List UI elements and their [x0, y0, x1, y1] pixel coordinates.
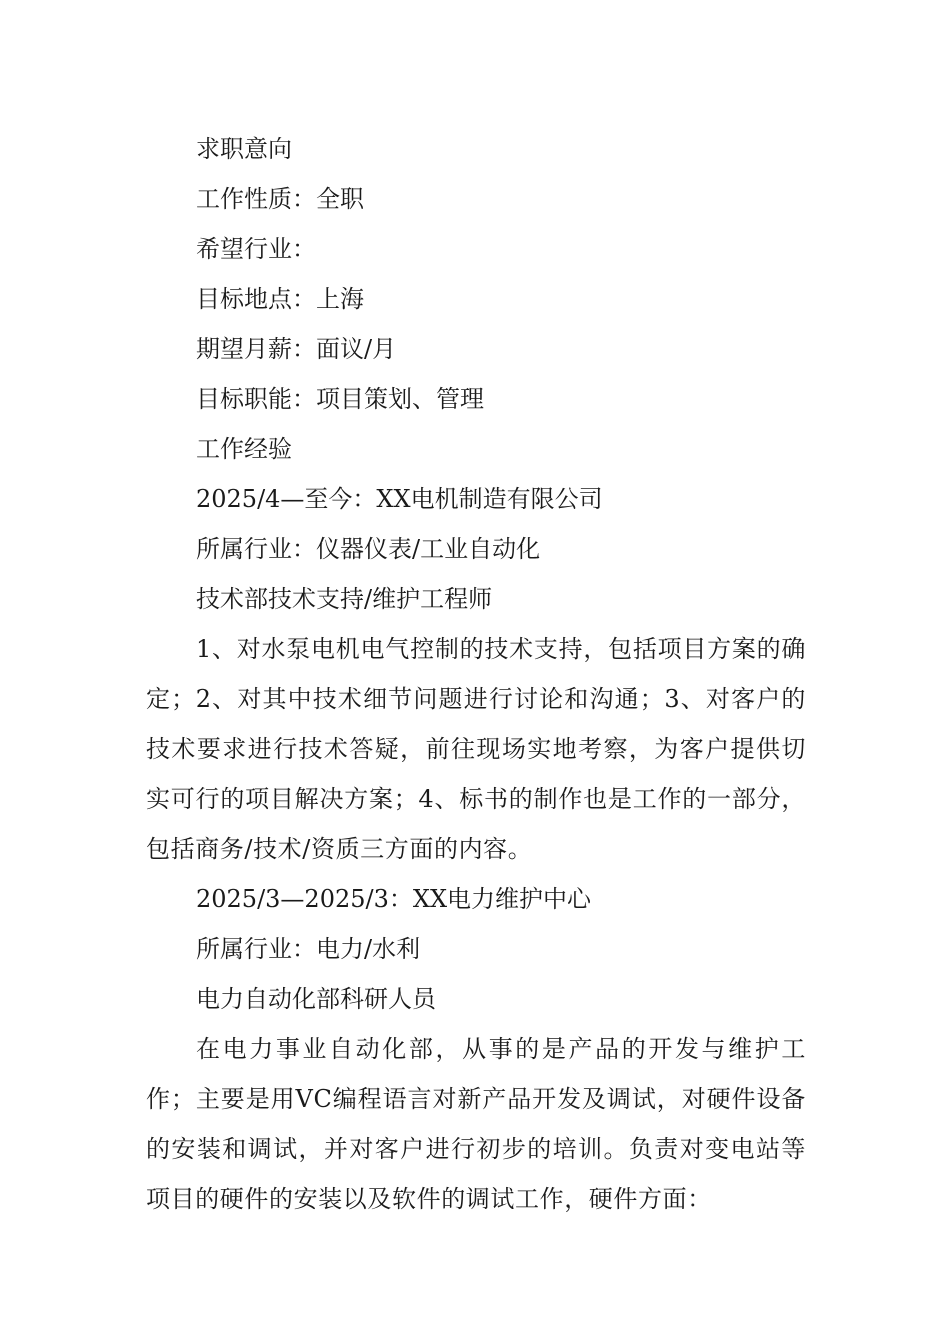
job-period: 2025/3—2025/3：XX电力维护中心	[196, 885, 592, 913]
document-page	[146, 124, 806, 1224]
job-title: 电力自动化部科研人员	[196, 985, 436, 1013]
job-industry: 所属行业：仪器仪表/工业自动化	[196, 535, 541, 563]
job-description: 1、对水泵电机电气控制的技术支持，包括项目方案的确定；2、对其中技术细节问题进行讨论和沟通；3、对客户的技术要求进行技术答疑，前往现场实地考察，为客户提供切实可行的项目解决方案；4、标书的制作也是工作的一部分，包括商务/技术/资质三方面的内容。	[146, 635, 806, 863]
job-title: 技术部技术支持/维护工程师	[196, 585, 493, 613]
intent-heading: 求职意向	[196, 135, 292, 163]
target-function: 目标职能：项目策划、管理	[196, 385, 484, 413]
job-period: 2025/4—至今：XX电机制造有限公司	[196, 485, 603, 513]
expected-salary: 期望月薪：面议/月	[196, 335, 397, 363]
job-industry: 所属行业：电力/水利	[196, 935, 421, 963]
job-type: 工作性质：全职	[196, 185, 364, 213]
desired-industry: 希望行业：	[196, 235, 316, 263]
job-description: 在电力事业自动化部，从事的是产品的开发与维护工作；主要是用VC编程语言对新产品开发及调试，对硬件设备的安装和调试，并对客户进行初步的培训。负责对变电站等项目的硬件的安装以及软件的调试工作，硬件方面：	[146, 1035, 806, 1213]
experience-heading: 工作经验	[196, 435, 292, 463]
target-location: 目标地点：上海	[196, 285, 364, 313]
